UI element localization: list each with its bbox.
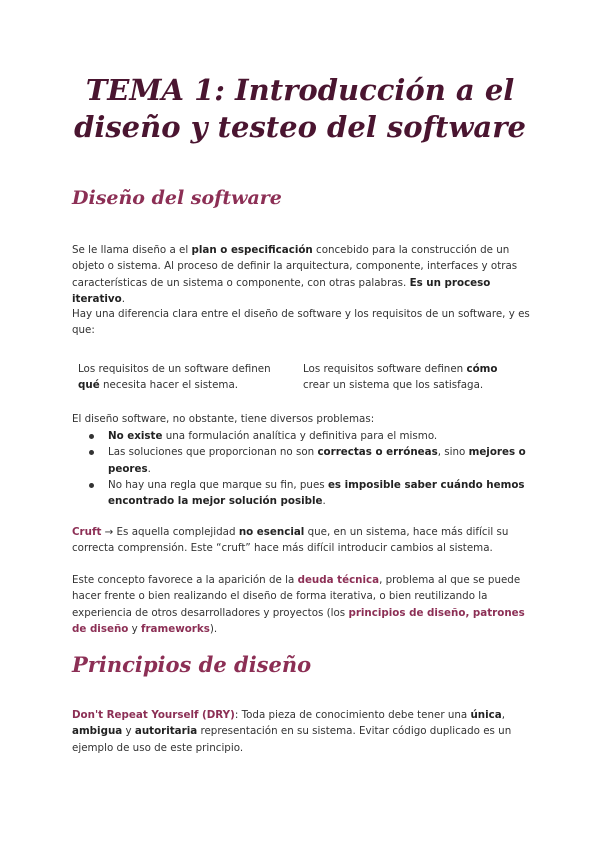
section-heading-diseno: Diseño del software bbox=[72, 187, 282, 209]
paragraph-dry: Don't Repeat Yourself (DRY): Toda pieza de conocimiento debe tener una única, ambigua y autoritaria representación en su sistema. Evitar código duplicado es un ejemplo de uso de este principio. bbox=[72, 709, 512, 754]
paragraph-cruft: Cruft → Es aquella complejidad no esencial que, en un sistema, hace más difícil su correcta comprensión. Este “cruft” hace más difícil introducir cambios al sistema. bbox=[72, 526, 509, 555]
list-item: Las soluciones que proporcionan no son correctas o erróneas, sino mejores o peores. bbox=[72, 444, 532, 477]
paragraph-definition: Se le llama diseño a el plan o especificación concebido para la construcción de un objeto o sistema. Al proceso de definir la arquitectura, componente, interfaces y otras características de un sistema o componente, con otras palabras. Es un proceso iterativo. bbox=[72, 244, 518, 305]
problems-list bbox=[72, 428, 532, 509]
paragraph-technical-debt: Este concepto favorece a la aparición de la deuda técnica, problema al que se puede hacer frente o bien realizando el diseño de forma iterativa, o bien reutilizando la experiencia de otros desarrolladores y proyectos (los principios de diseño, patrones de diseño y frameworks). bbox=[72, 574, 525, 635]
table-cell-left: Los requisitos de un software definen qué necesita hacer el sistema. bbox=[78, 363, 271, 391]
paragraph-problems: El diseño software, no obstante, tiene diversos problemas: bbox=[72, 413, 375, 425]
list-item: No hay una regla que marque su fin, pues es imposible saber cuándo hemos encontrado la mejor solución posible. bbox=[72, 477, 532, 510]
list-item: No existe una formulación analítica y definitiva para el mismo. bbox=[72, 428, 532, 444]
section-heading-principios: Principios de diseño bbox=[72, 652, 312, 677]
table-cell-right: Los requisitos software definen cómo crear un sistema que los satisfaga. bbox=[303, 363, 498, 391]
paragraph-difference: Hay una diferencia clara entre el diseño de software y los requisitos de un software, y es que: bbox=[72, 308, 530, 337]
page-title: TEMA 1: Introducción a el diseño y testeo del software bbox=[74, 73, 526, 144]
